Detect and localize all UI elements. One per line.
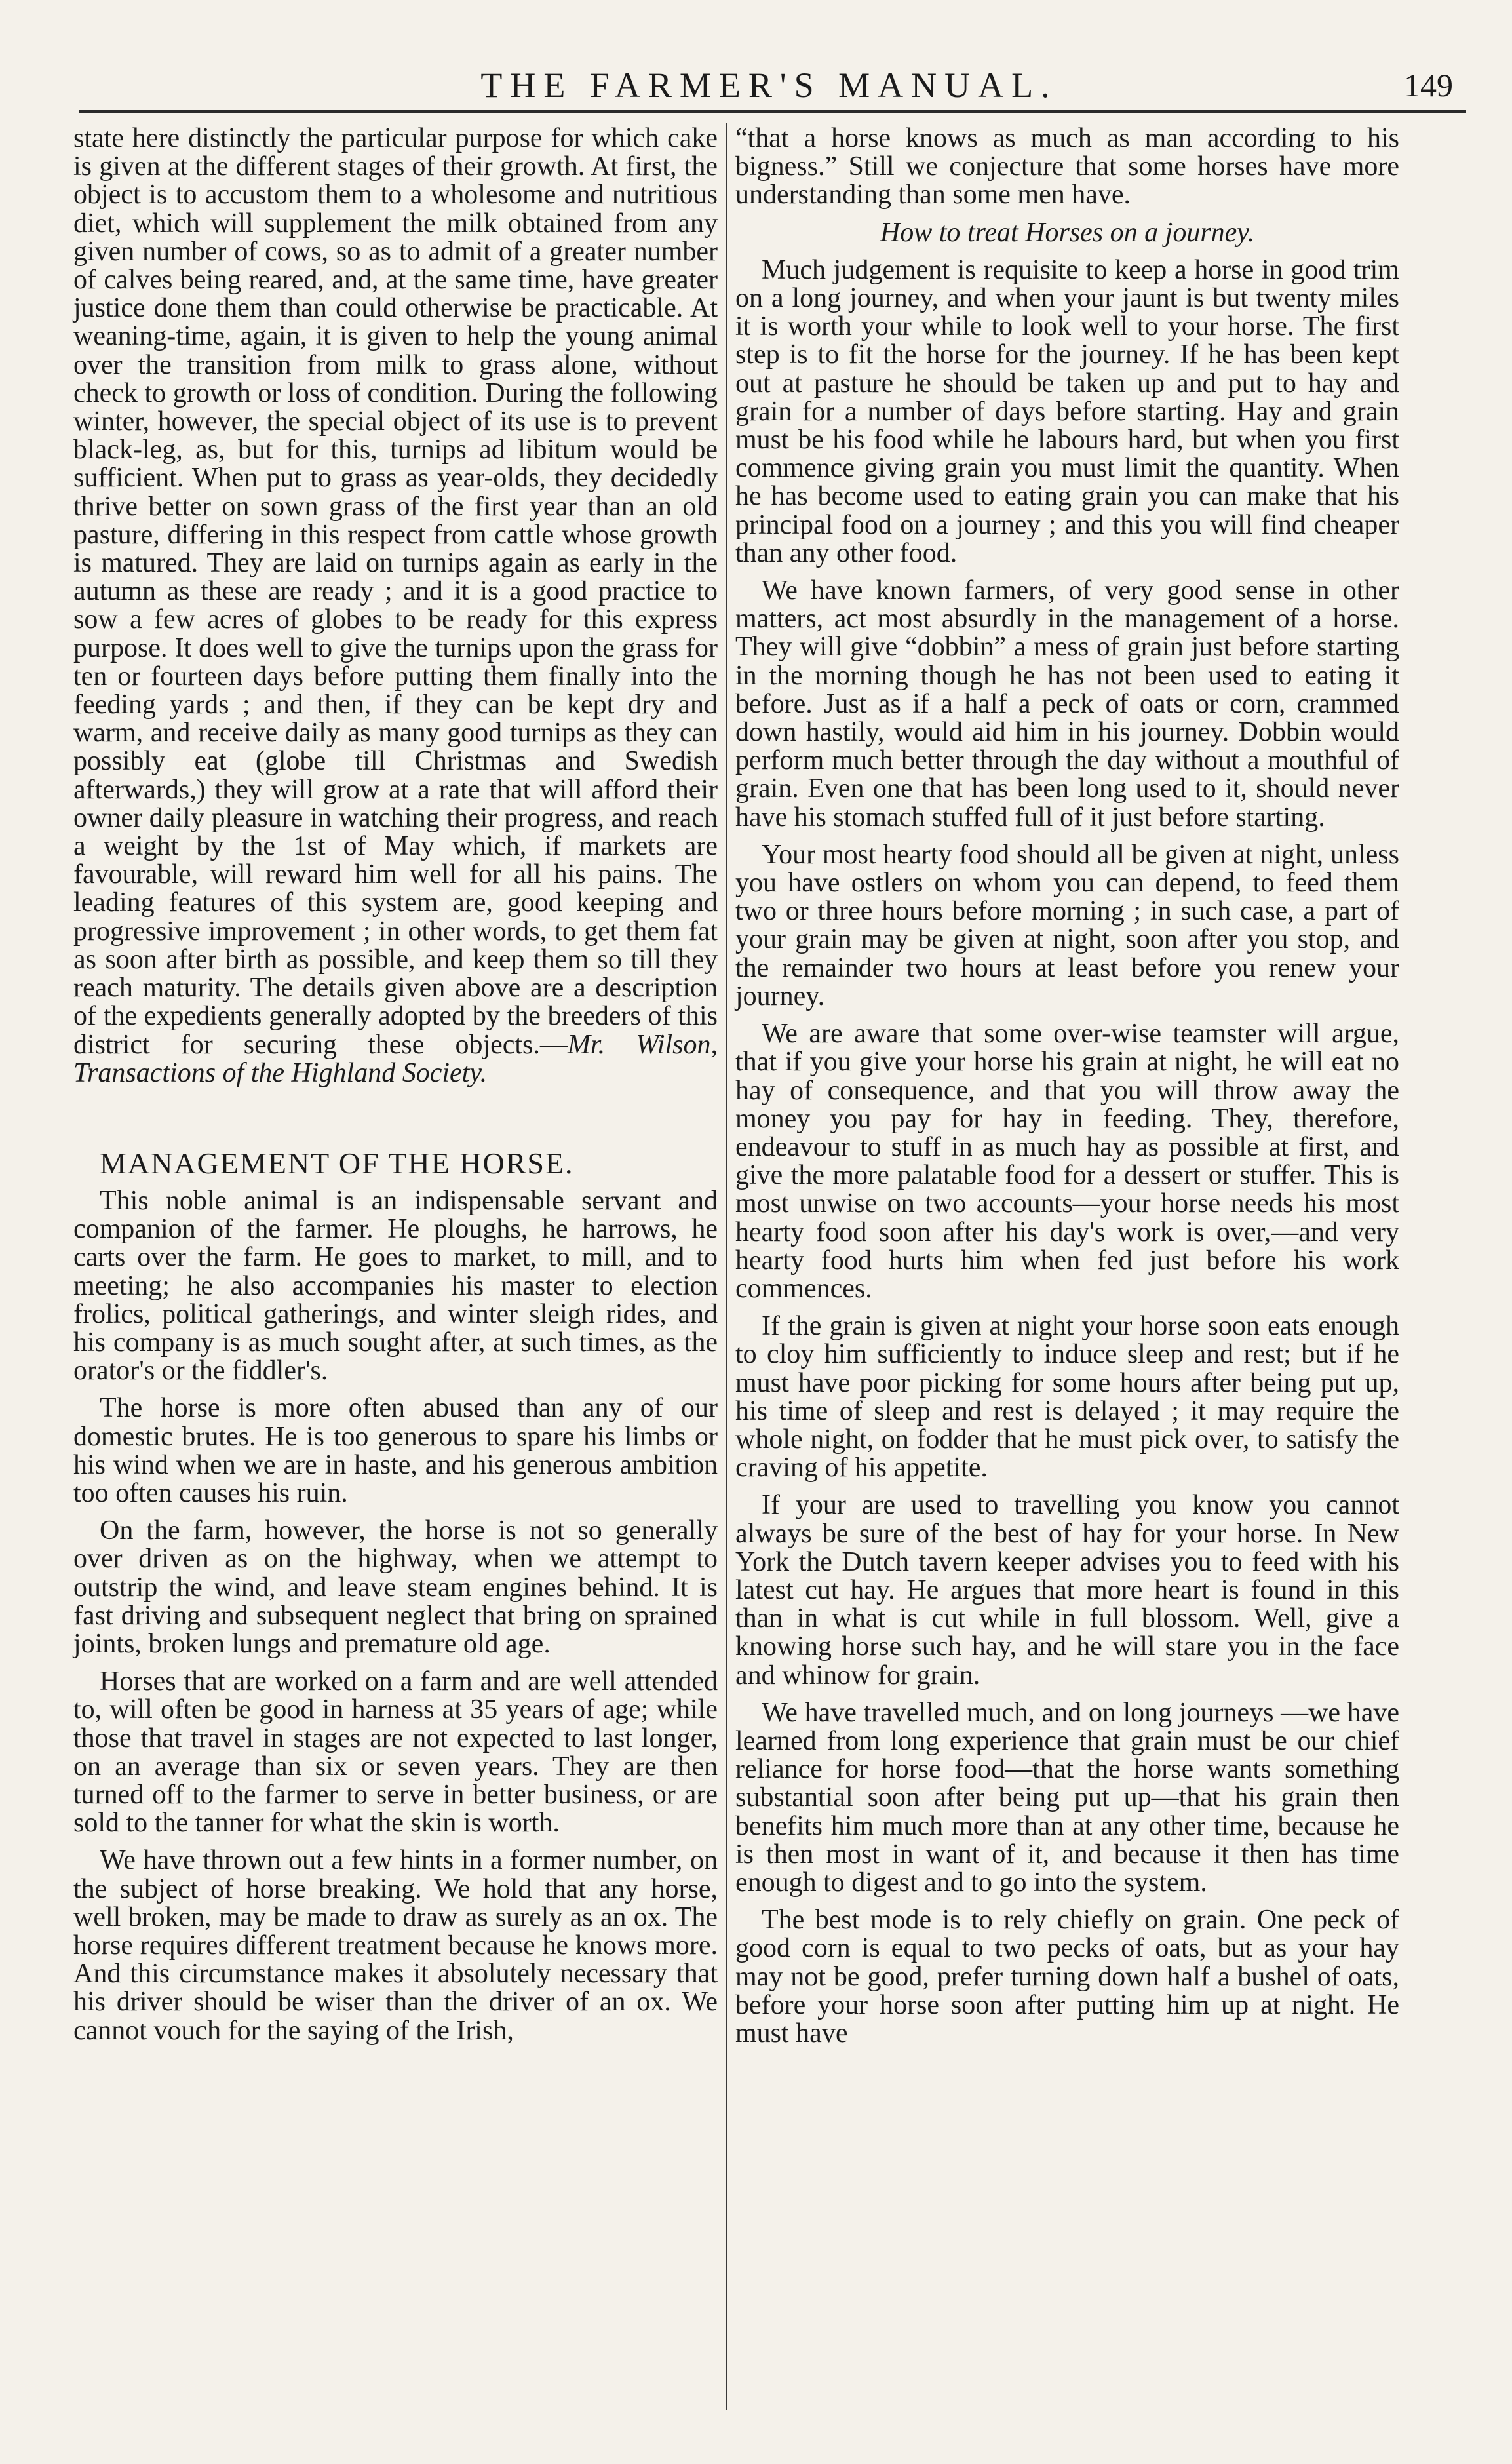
paragraph: Horses that are worked on a farm and are well attended to, will often be good in harness at 35 years of age; while those that travel in stages are not expected to last longer, on an average than six or seven years. They are then turned off to the farmer to serve in better business, or are sold to the tanner for what the skin is worth.: [73, 1666, 718, 1839]
running-title: THE FARMER'S MANUAL.: [480, 66, 1058, 105]
paragraph: On the farm, however, the horse is not so generally over driven as on the highway, when we attempt to outstrip the wind, and leave steam engines behind. It is fast driving and subsequent neglect that bring on sprained joints, broken lungs and premature old age.: [73, 1516, 718, 1659]
paragraph: The best mode is to rely chiefly on grain. One peck of good corn is equal to two pecks of oats, but as your hay may not be good, prefer turning down half a bushel of oats, before your horse soon after putting him up at night. He must have: [735, 1905, 1399, 2048]
paragraph: If the grain is given at night your horse soon eats enough to cloy him sufficiently to induce sleep and rest; but if he must have poor picking for some hours after being put up, his time of sleep and rest is delayed ; it may require the whole night, on fodder that he must pick over, to satisfy the craving of his appetite.: [735, 1311, 1399, 1483]
header-rule: [79, 110, 1466, 113]
paragraph: “that a horse knows as much as man according to his bigness.” Still we conjecture that some horses have more understanding than some men have.: [735, 123, 1399, 210]
paragraph: The horse is more often abused than any of our domestic brutes. He is too generous to spare his limbs or his wind when we are in haste, and his generous ambition too often causes his ruin.: [73, 1393, 718, 1508]
left-column: [73, 125, 718, 2054]
intro-citation: Mr. Wilson, Transactions of the Highland Society.: [73, 1029, 718, 1088]
right-column: [735, 125, 1399, 2057]
subheading: How to treat Horses on a journey.: [880, 217, 1255, 248]
paragraph: Your most hearty food should all be given at night, unless you have ostlers on whom you can depend, to feed them two or three hours before morning ; in such case, a part of your grain may be given at night, soon after you stop, and the remainder two hours at least before you renew your journey.: [735, 839, 1399, 1011]
paragraph: We have travelled much, and on long journeys —we have learned from long experience that grain must be our chief reliance for horse food—that the horse wants something substantial soon after being put up—that his grain then benefits him much more than at any other time, because he is then most in want of it, and because it then has time enough to digest and to go into the system.: [735, 1697, 1399, 1898]
intro-text: state here distinctly the particular purpose for which cake is given at the different stages of their growth. At first, the object is to accustom them to a wholesome and nutritious diet, which will supplement the milk obtained from any given number of cows, so as to admit of a greater number of calves being reared, and, at the same time, have greater justice done them than could otherwise be practicable. At weaning-time, again, it is given to help the young animal over the transition from milk to grass alone, without check to growth or loss of condition. During the following winter, however, the special object of its use is to prevent black-leg, as, but for this, turnips ad libitum would be sufficient. When put to grass as year-olds, they decidedly thrive better on sown grass of the first year than an old pasture, differing in this respect from cattle whose growth is matured. They are laid on turnips again as early in the autumn as these are ready ; and it is a good practice to sow a few acres of globes to be ready for this express purpose. It does well to give the turnips upon the grass for ten or fourteen days before putting them finally into the feeding yards ; and then, if they can be kept dry and warm, and receive daily as many good turnips as they can possibly eat (globe till Christmas and Swedish afterwards,) they will grow at a rate that will afford their owner daily pleasure in watching their progress, and reach a weight by the 1st of May which, if markets are favourable, will reward him well for all his pains. The leading features of this system are, good keeping and progressive improvement ; in other words, to get them fat as soon after birth as possible, and keep them so till they reach maturity. The details given above are a description of the expedients generally adopted by the breeders of this district for securing these objects.—: [73, 123, 718, 1060]
paragraph: This noble animal is an indispensable servant and companion of the farmer. He ploughs, he harrows, he carts over the farm. He goes to market, to mill, and to meeting; he also accompanies his master to election frolics, political gatherings, and winter sleigh rides, and his company is as much sought after, at such times, as the orator's or the fiddler's.: [73, 1185, 718, 1386]
page-header: [79, 62, 1460, 115]
paragraph: We have known farmers, of very good sense in other matters, act most absurdly in the management of a horse. They will give “dobbin” a mess of grain just before starting in the morning though he has not been used to eating it before. Just as if a half a peck of oats or corn, crammed down hastily, would aid him in his journey. Dobbin would perform much better through the day without a mouthful of grain. Even one that has been long used to it, should never have his stomach stuffed full of it just before starting.: [735, 576, 1399, 832]
paragraph: [73, 125, 718, 1087]
section-heading: MANAGEMENT OF THE HORSE.: [100, 1146, 574, 1180]
paragraph: We are aware that some over-wise teamster will argue, that if you give your horse his grain at night, he will eat no hay of consequence, and that you will throw away the money you pay for hay in feeding. They, therefore, endeavour to stuff in as much hay as possible at first, and give the more palatable food for a dessert or stuffer. This is most unwise on two accounts—your horse needs his most hearty food soon after his day's work is over,—and very hearty food hurts him when fed just before his work commences.: [735, 1019, 1399, 1304]
paragraph: We have thrown out a few hints in a former number, on the subject of horse breaking. We hold that any horse, well broken, may be made to draw as surely as an ox. The horse requires different treatment because he knows more. And this circumstance makes it absolutely necessary that his driver should be wiser than the driver of an ox. We cannot vouch for the saying of the Irish,: [73, 1845, 718, 2046]
page-number: 149: [1404, 67, 1453, 104]
paragraph: Much judgement is requisite to keep a horse in good trim on a long journey, and when your jaunt is but twenty miles it is worth your while to look well to your horse. The first step is to fit the horse for the journey. If he has been kept out at pasture he should be taken up and put to hay and grain for a number of days before starting. Hay and grain must be his food while he labours hard, but when you first commence giving grain you must limit the quantity. When he has become used to eating grain you can make that his principal food on a journey ; and this you will find cheaper than any other food.: [735, 254, 1399, 568]
column-rule: [726, 123, 727, 2410]
paragraph: If your are used to travelling you know you cannot always be sure of the best of hay for your horse. In New York the Dutch tavern keeper advises you to feed with his latest cut hay. He argues that more heart is found in this than in what is cut while in full blossom. Well, give a knowing horse such hay, and he will stare you in the face and whinow for grain.: [735, 1490, 1399, 1691]
